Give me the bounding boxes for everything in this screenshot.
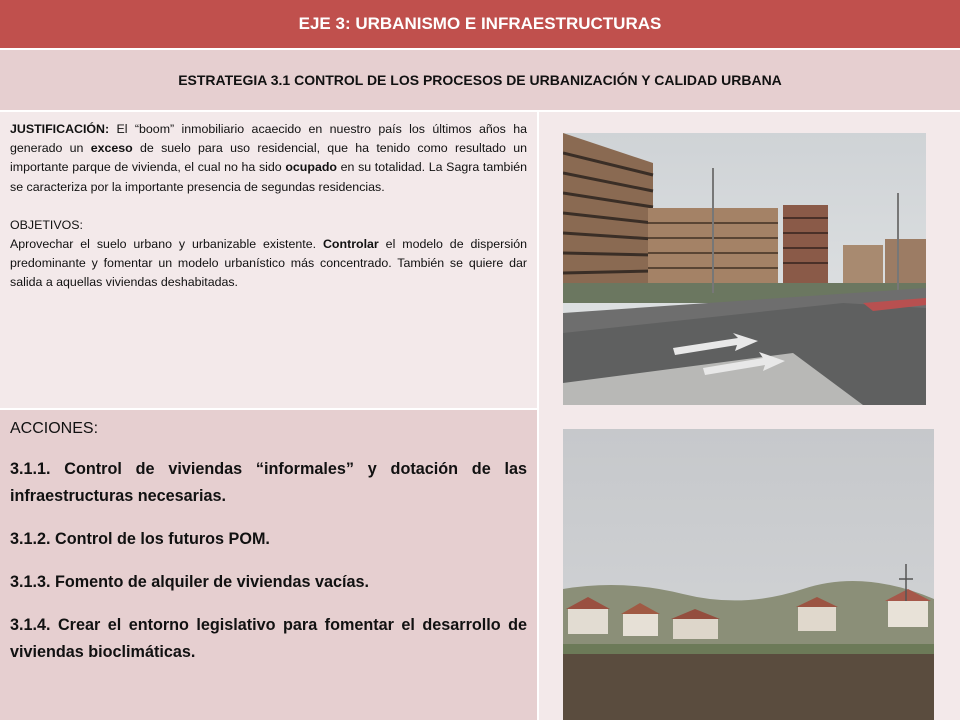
actions-panel <box>0 410 537 720</box>
objectives-text-1: Aprovechar el suelo urbano y urbanizable existente. <box>10 237 323 252</box>
objectives-label: OBJETIVOS <box>10 217 80 232</box>
justification-text-2: de suelo para uso residencial, que ha tenido como resultado un importante parque de vivienda, el cual no ha sido <box>10 141 527 175</box>
justification-bold-2: ocupado <box>285 160 337 175</box>
objectives-bold-1: Controlar <box>322 237 379 252</box>
justification-text-1: El “boom” inmobiliario acaecido en nuestro país los últimos años ha generado un <box>10 122 527 156</box>
justification-panel <box>0 112 537 408</box>
objectives-text <box>10 235 527 293</box>
objectives-text-2: el modelo de dispersión predominante y fomentar un modelo urbanístico más concentrado. También se quiere dar salida a aquellas viviendas deshabitadas. <box>10 237 527 290</box>
street-buildings-photo <box>563 133 926 405</box>
landscape-houses-photo <box>563 429 934 720</box>
justification-label: JUSTIFICACIÓN: <box>10 122 110 136</box>
action-item-3: 3.1.3. Fomento de alquiler de viviendas vacías. <box>10 573 369 591</box>
objectives-heading <box>10 216 527 235</box>
action-item-2: 3.1.2. Control de los futuros POM. <box>10 530 270 548</box>
justification-bold-1: exceso <box>90 141 133 156</box>
action-item-1: 3.1.1. Control de viviendas “informales” y dotación de las infraestructuras necesarias. <box>10 460 527 505</box>
actions-heading: ACCIONES: <box>10 420 99 437</box>
objectives-colon: : <box>79 217 83 232</box>
justification-text <box>10 120 527 197</box>
action-item-4: 3.1.4. Crear el entorno legislativo para fomentar el desarrollo de viviendas bioclimáticas. <box>10 616 527 661</box>
justification-text-3: en su totalidad. La Sagra también se caracteriza por la importante presencia de segundas residencias. <box>10 160 527 194</box>
page-title: EJE 3: URBANISMO E INFRAESTRUCTURAS <box>0 0 960 50</box>
strategy-title: ESTRATEGIA 3.1 CONTROL DE LOS PROCESOS DE URBANIZACIÓN Y CALIDAD URBANA <box>0 50 960 112</box>
